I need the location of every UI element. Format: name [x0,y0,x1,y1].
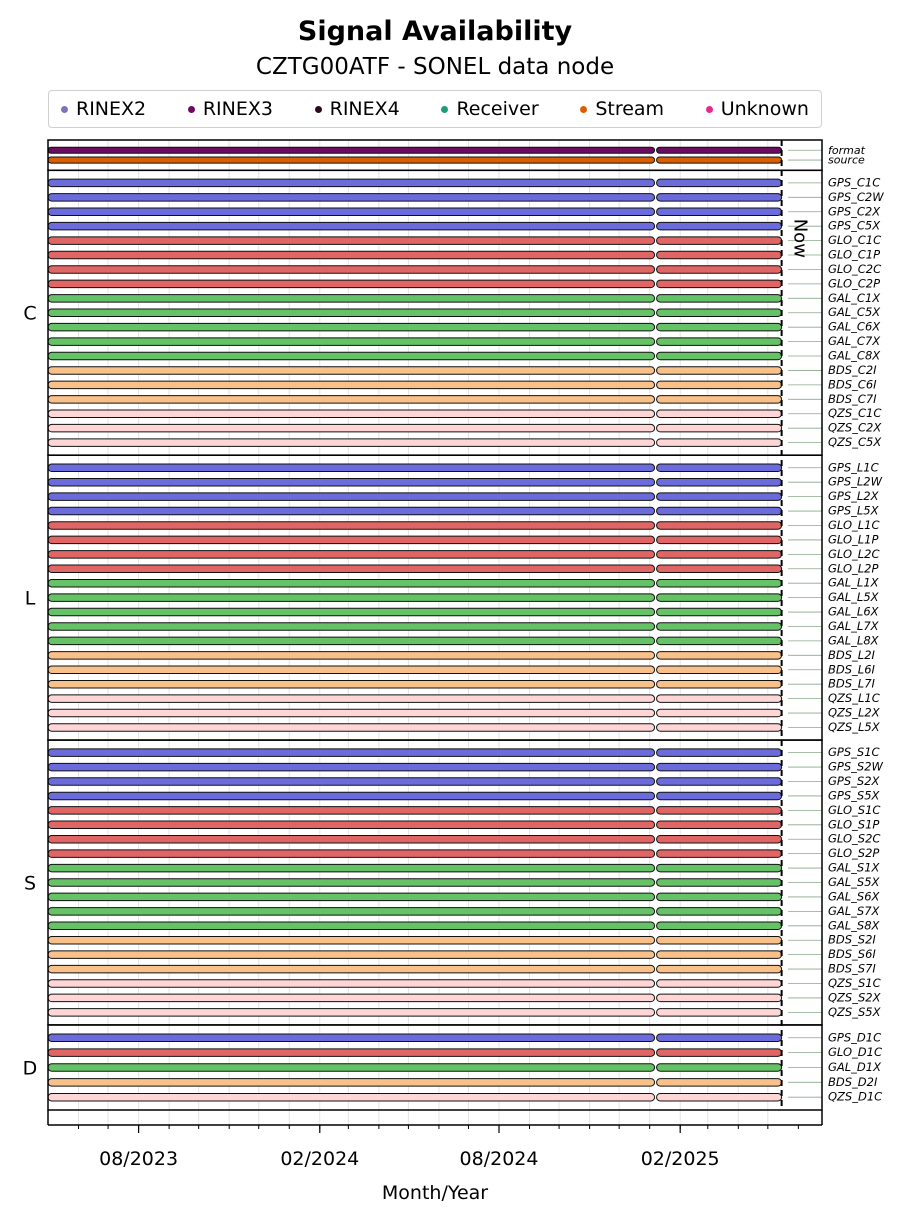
availability-bar [48,222,655,230]
availability-bar [48,410,655,418]
availability-bar [48,439,655,447]
availability-bar [48,147,655,153]
availability-bar [48,280,655,288]
row-label: BDS_L7I [828,676,875,691]
panel-frame [48,140,822,170]
availability-bar [657,237,782,245]
availability-bar [657,778,782,786]
availability-bar [48,594,655,602]
availability-bar [48,194,655,202]
availability-bar [657,850,782,858]
row-label: QZS_S2X [828,990,881,1005]
availability-bar [657,464,782,472]
availability-bar [657,1079,782,1087]
legend-label: RINEX2 [76,98,147,120]
availability-bar [657,338,782,346]
availability-bar [657,763,782,771]
availability-bar [48,352,655,360]
availability-bar [657,807,782,815]
availability-bar [48,879,655,887]
availability-bar [48,251,655,259]
availability-bar [657,522,782,530]
row-label: BDS_C7I [828,391,877,406]
row-label: QZS_C5X [828,435,882,450]
row-label: GLO_C2P [828,276,881,291]
row-label: BDS_S6I [828,947,876,962]
row-label: GPS_L5X [828,503,879,518]
availability-bar [48,396,655,404]
availability-bar [48,1034,655,1042]
availability-bar [657,194,782,202]
availability-bar [48,579,655,587]
row-label: GLO_C1P [828,247,881,262]
availability-bar [657,835,782,843]
row-label: BDS_L2I [828,647,875,662]
row-label: GAL_C8X [828,348,881,363]
availability-bar [48,709,655,717]
row-label: GPS_L2X [828,489,879,504]
row-label: format [828,143,865,157]
availability-bar [48,208,655,216]
availability-bar [657,493,782,501]
availability-bar [48,695,655,703]
availability-bar [48,1064,655,1072]
availability-bar [48,536,655,544]
availability-bar [657,222,782,230]
row-label: GLO_L2C [828,546,880,561]
availability-bar [657,864,782,872]
row-label: GAL_L5X [828,590,879,605]
availability-bar [657,439,782,447]
row-label: BDS_C2I [828,362,877,377]
availability-bar [48,1079,655,1087]
row-label: GPS_L2W [828,474,882,489]
row-label: GPS_C5X [828,218,881,233]
availability-bar [657,893,782,901]
availability-bar [657,1093,782,1101]
row-label: GAL_S8X [828,918,880,933]
availability-bar [657,1049,782,1057]
row-label: QZS_L5X [828,719,880,734]
row-label: BDS_S7I [828,961,876,976]
availability-bar [657,507,782,514]
availability-bar [657,922,782,930]
availability-bar [657,908,782,916]
availability-bar [657,821,782,829]
availability-bar [48,266,655,274]
availability-bar [657,879,782,887]
availability-bar [657,680,782,688]
availability-bar [657,695,782,703]
availability-bar [48,850,655,858]
row-label: GLO_S2C [828,831,881,846]
availability-bar [657,637,782,645]
availability-bar [657,709,782,717]
availability-bar [48,965,655,973]
availability-bar [48,367,655,375]
row-label: QZS_S5X [828,1004,881,1019]
availability-bar [48,608,655,616]
availability-bar [48,908,655,916]
row-label: GLO_L1C [828,517,880,532]
availability-bar [48,323,655,331]
availability-bar [48,763,655,771]
availability-bar [657,251,782,259]
availability-bar [657,208,782,216]
availability-bar [48,565,655,573]
availability-bar [48,936,655,944]
panel-label: L [24,587,36,610]
row-label: GAL_L6X [828,604,879,619]
availability-bar [657,179,782,187]
availability-bar [657,980,782,988]
availability-bar [48,680,655,688]
availability-bar [48,1009,655,1017]
availability-bar [657,951,782,959]
legend-label: Stream [595,98,665,120]
availability-bar [657,536,782,544]
availability-bar [48,623,655,631]
availability-bar [48,507,655,514]
row-label: GAL_C7X [828,334,881,349]
row-label: GAL_C5X [828,305,881,320]
legend-label: RINEX4 [329,98,400,120]
row-label: QZS_L1C [828,691,880,706]
row-label: source [828,153,865,167]
availability-bar [657,965,782,973]
availability-bar [657,1009,782,1017]
x-tick-label: 08/2023 [99,1148,179,1170]
availability-bar [48,778,655,786]
availability-bar [657,381,782,389]
row-label: GAL_S1X [828,860,880,875]
availability-bar [657,280,782,288]
row-label: GLO_C2C [828,261,882,276]
row-label: GAL_S7X [828,903,880,918]
availability-bar [48,792,655,800]
row-label: QZS_C1C [828,406,882,421]
chart-subtitle: CZTG00ATF - SONEL data node [255,54,615,80]
availability-bar [657,749,782,757]
availability-bar [48,652,655,660]
row-label: GAL_L7X [828,618,879,633]
availability-bar [48,338,655,346]
availability-bar [48,295,655,303]
availability-bar [48,522,655,530]
x-tick-label: 08/2024 [459,1148,539,1170]
availability-bar [48,922,655,930]
row-label: GPS_C2X [828,204,881,219]
availability-bar [48,980,655,988]
row-label: GLO_L2P [828,561,879,576]
availability-bar [48,666,655,674]
panel-label: S [23,872,37,895]
row-label: QZS_S1C [828,976,881,991]
availability-bar [657,551,782,559]
row-label: GAL_L1X [828,575,879,590]
row-label: GPS_S1C [828,745,880,760]
availability-bar [48,309,655,317]
row-label: GLO_L1P [828,532,879,547]
row-label: QZS_L2X [828,705,880,720]
availability-bar [657,1064,782,1072]
availability-bar [48,478,655,486]
availability-bar [657,608,782,616]
availability-bar [657,594,782,602]
availability-bar [48,1093,655,1101]
availability-bar [48,237,655,245]
availability-bar [48,179,655,187]
row-label: GLO_S2P [828,846,880,861]
row-label: BDS_C6I [828,377,877,392]
legend-label: Receiver [456,98,539,120]
availability-bar [48,864,655,872]
chart-title: Signal Availability [297,16,573,47]
row-label: GPS_S5X [828,788,880,803]
availability-bar [657,579,782,587]
availability-bar [657,792,782,800]
availability-bar [48,157,655,163]
panel-label: D [22,1057,38,1080]
availability-bar [48,381,655,389]
availability-bar [657,652,782,660]
legend-label: RINEX3 [202,98,273,120]
row-label: QZS_C2X [828,420,882,435]
legend-label: Unknown [720,98,809,120]
availability-bar [657,724,782,732]
availability-bar [657,367,782,375]
availability-bar [48,835,655,843]
availability-bar [657,147,782,153]
availability-bar [657,994,782,1002]
x-tick-label: 02/2025 [640,1148,720,1170]
availability-bar [657,936,782,944]
row-label: GLO_S1P [828,817,880,832]
availability-bar [657,266,782,274]
row-label: BDS_S2I [828,932,876,947]
row-label: GAL_S5X [828,875,880,890]
row-label: GPS_D1C [828,1030,882,1045]
row-label: GPS_S2X [828,774,880,789]
availability-bar [48,637,655,645]
availability-bar [657,323,782,331]
availability-bar [657,410,782,418]
availability-bar [657,666,782,674]
availability-bar [657,295,782,303]
availability-bar [657,309,782,317]
x-axis-label: Month/Year [381,1182,489,1204]
panel-label: C [23,302,37,325]
row-label: GPS_S2W [828,759,883,774]
availability-bar [657,352,782,360]
row-label: GAL_D1X [828,1059,881,1074]
availability-bar [48,464,655,472]
availability-bar [657,565,782,573]
availability-bar [48,807,655,815]
row-label: GAL_L8X [828,633,879,648]
availability-bar [48,424,655,432]
row-label: BDS_L6I [828,662,875,677]
x-tick-label: 02/2024 [280,1148,360,1170]
availability-bar [48,724,655,732]
availability-bar [48,1049,655,1057]
row-label: GLO_C1C [828,233,882,248]
row-label: GLO_D1C [828,1045,882,1060]
availability-bar [657,1034,782,1042]
row-label: GAL_C1X [828,290,881,305]
row-label: GLO_S1C [828,802,881,817]
availability-bar [657,396,782,404]
availability-bar [657,157,782,163]
availability-bar [657,424,782,432]
row-label: GPS_C1C [828,175,881,190]
row-label: GPS_C2W [828,189,884,204]
availability-bar [48,951,655,959]
row-label: BDS_D2I [828,1074,878,1089]
availability-bar [48,994,655,1002]
row-label: GPS_L1C [828,460,879,475]
row-label: GAL_C6X [828,319,881,334]
availability-bar [48,551,655,559]
availability-bar [48,893,655,901]
availability-bar [48,493,655,501]
availability-bar [48,821,655,829]
availability-bar [48,749,655,757]
now-label: Now [789,218,811,258]
row-label: GAL_S6X [828,889,880,904]
availability-bar [657,623,782,631]
availability-bar [657,478,782,486]
row-label: QZS_D1C [828,1089,883,1104]
